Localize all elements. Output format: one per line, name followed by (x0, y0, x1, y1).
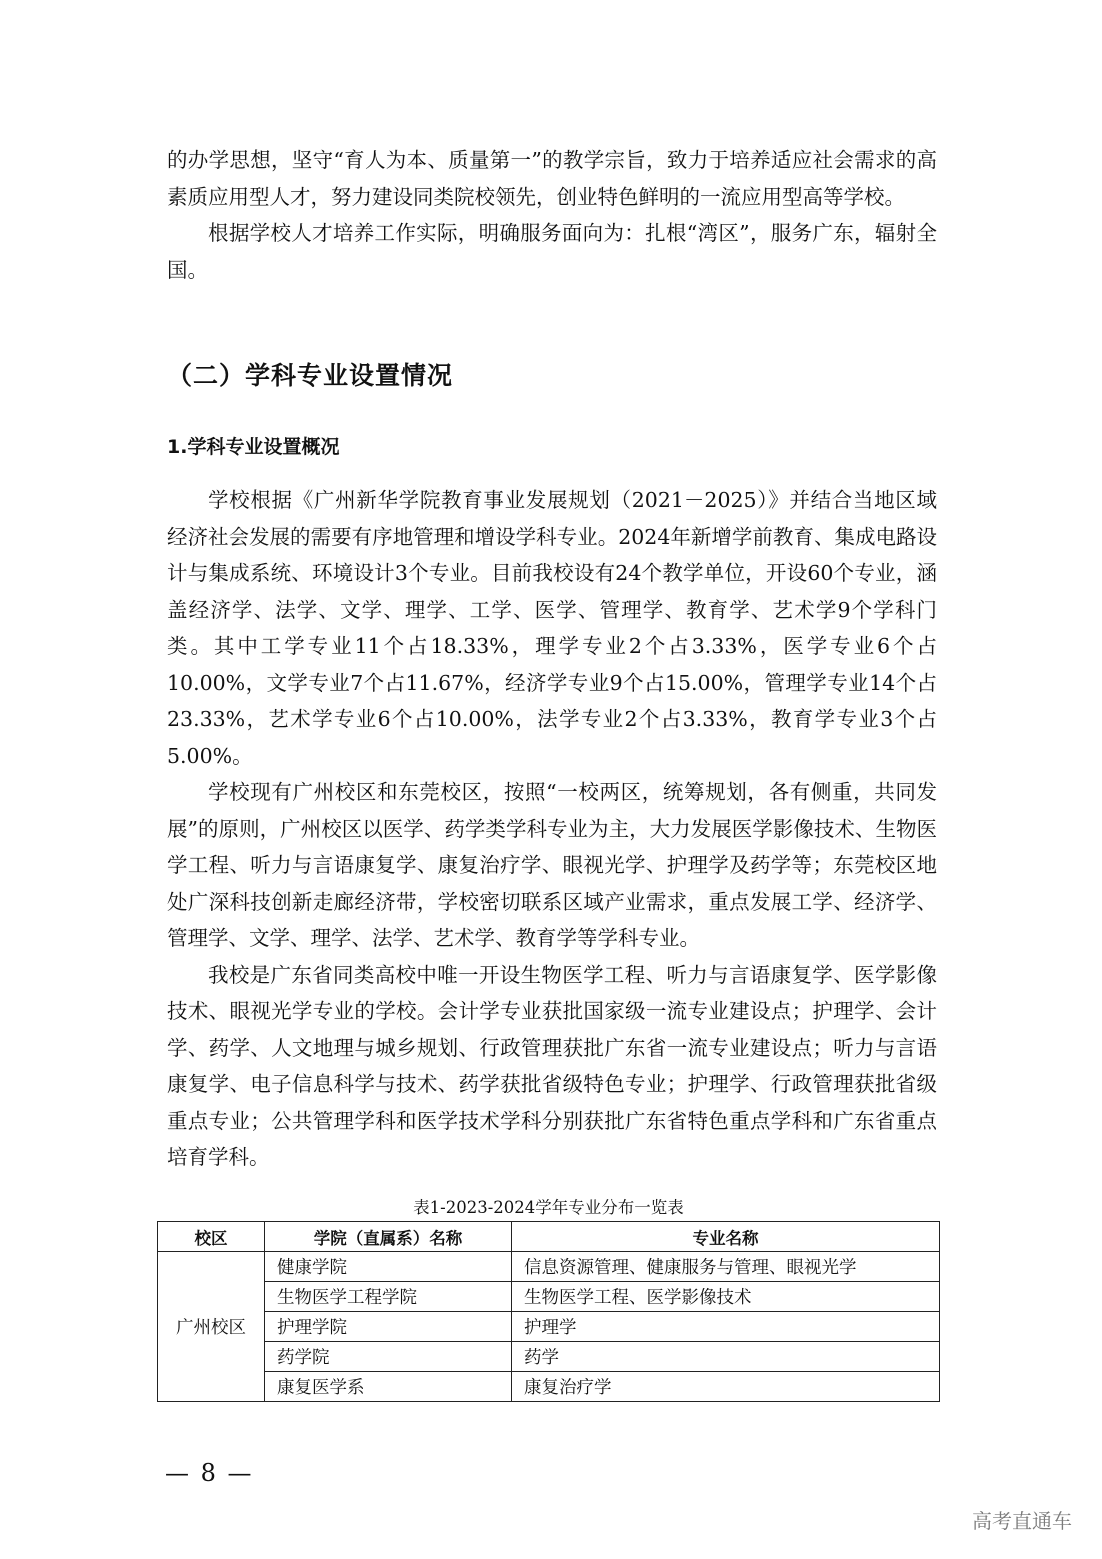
watermark: 高考直通车 (972, 1509, 1072, 1533)
college-cell: 康复医学系 (265, 1372, 512, 1402)
intro-block (167, 142, 937, 288)
header-majors: 专业名称 (512, 1222, 940, 1252)
majors-cell: 信息资源管理、健康服务与管理、眼视光学 (512, 1252, 940, 1282)
body-paragraph-3: 我校是广东省同类高校中唯一开设生物医学工程、听力与言语康复学、医学影像技术、眼视光学专业的学校。会计学专业获批国家级一流专业建设点；护理学、会计学、药学、人文地理与城乡规划、行政管理获批广东省一流专业建设点；听力与言语康复学、电子信息科学与技术、药学获批省级特色专业；护理学、行政管理获批省级重点专业；公共管理学科和医学技术学科分别获批广东省特色重点学科和广东省重点培育学科。 (167, 962, 937, 1169)
majors-table (157, 1221, 940, 1402)
table-caption: 表1-2023-2024学年专业分布一览表 (413, 1198, 684, 1217)
table-header-row (158, 1222, 940, 1252)
majors-cell: 药学 (512, 1342, 940, 1372)
body-paragraph-1: 学校根据《广州新华学院教育事业发展规划（2021－2025）》并结合当地区域经济社会发展的需要有序地管理和增设学科专业。2024年新增学前教育、集成电路设计与集成系统、环境设计3个专业。目前我校设有24个教学单位，开设60个专业，涵盖经济学、法学、文学、理学、工学、医学、管理学、教育学、艺术学9个学科门类。其中工学专业11个占18.33%，理学专业2个占3.33%，医学专业6个占10.00%，文学专业7个占11.67%，经济学专业9个占15.00%，管理学专业14个占23.33%，艺术学专业6个占10.00%，法学专业2个占3.33%，教育学专业3个占5.00%。 (167, 488, 937, 768)
body-paragraph-2: 学校现有广州校区和东莞校区，按照“一校两区，统筹规划，各有侧重，共同发展”的原则，广州校区以医学、药学类学科专业为主，大力发展医学影像技术、生物医学工程、听力与言语康复学、康复治疗学、眼视光学、护理学及药学等；东莞校区地处广深科技创新走廊经济带，学校密切联系区域产业需求，重点发展工学、经济学、管理学、文学、理学、法学、艺术学、教育学等学科专业。 (167, 780, 937, 950)
college-cell: 药学院 (265, 1342, 512, 1372)
majors-cell: 康复治疗学 (512, 1372, 940, 1402)
table-row (158, 1372, 940, 1402)
intro-paragraph-1: 的办学思想，坚守“育人为本、质量第一”的教学宗旨，致力于培养适应社会需求的高素质应用型人才，努力建设同类院校领先，创业特色鲜明的一流应用型高等学校。 (167, 148, 937, 209)
majors-cell: 护理学 (512, 1312, 940, 1342)
table-row (158, 1312, 940, 1342)
college-cell: 生物医学工程学院 (265, 1282, 512, 1312)
table-row (158, 1282, 940, 1312)
campus-cell: 广州校区 (158, 1252, 265, 1402)
college-cell: 护理学院 (265, 1312, 512, 1342)
college-cell: 健康学院 (265, 1252, 512, 1282)
header-campus: 校区 (158, 1222, 265, 1252)
body-block (167, 482, 937, 1176)
section-heading: （二）学科专业设置情况 (167, 361, 454, 390)
header-college: 学院（直属系）名称 (265, 1222, 512, 1252)
page-number: — 8 — (165, 1459, 254, 1487)
section-subheading: 1.学科专业设置概况 (167, 436, 340, 458)
majors-cell: 生物医学工程、医学影像技术 (512, 1282, 940, 1312)
table-row (158, 1342, 940, 1372)
intro-paragraph-2: 根据学校人才培养工作实际，明确服务面向为：扎根“湾区”，服务广东，辐射全国。 (167, 221, 937, 282)
table-row (158, 1252, 940, 1282)
